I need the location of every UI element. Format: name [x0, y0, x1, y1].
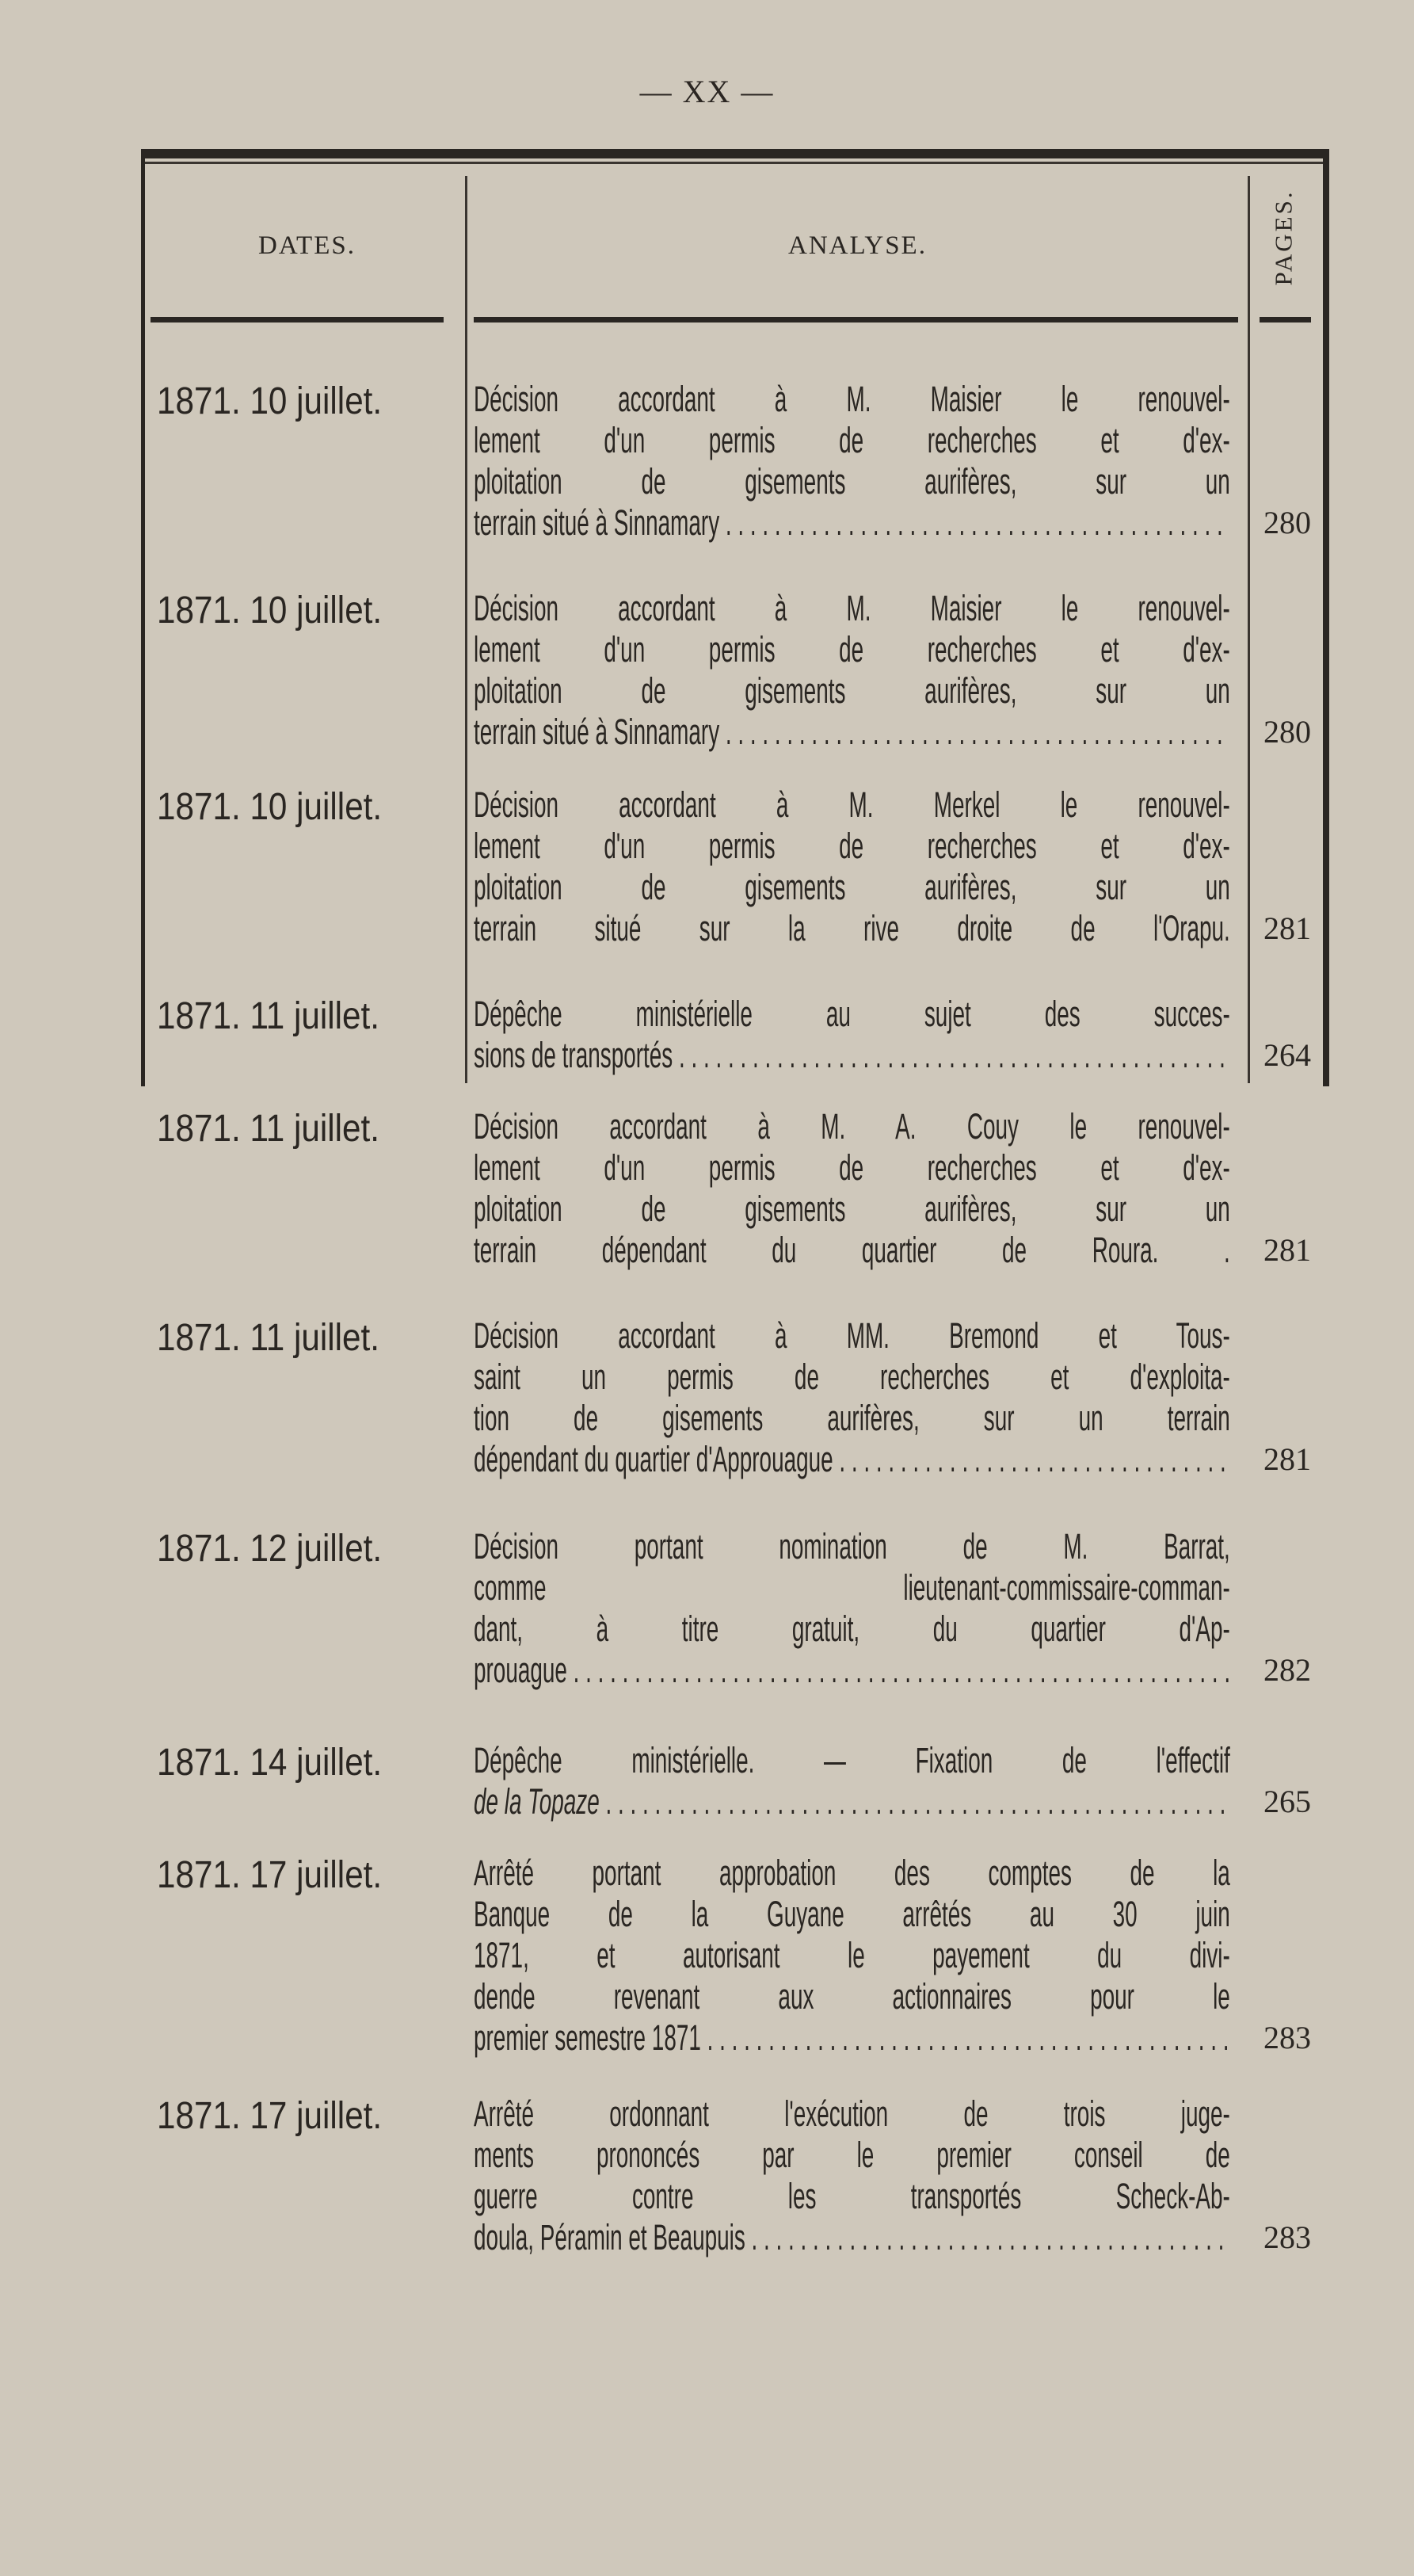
- analysis-line: dende revenant aux actionnaires pour le: [474, 1976, 1230, 2017]
- analysis-line-last: doula, Péramin et Beaupuis . . .: [474, 2217, 1230, 2258]
- entry-date: 1871. 12 juillet.: [157, 1528, 383, 1570]
- header-rule-dates: [151, 317, 444, 322]
- table-right-border: [1323, 149, 1329, 1086]
- entry-date: 1871. 10 juillet.: [157, 590, 383, 632]
- entry-page: 281: [1263, 910, 1311, 946]
- analysis-line: terrain situé sur la rive droite de l'Orapu.: [474, 908, 1230, 948]
- analysis-line: Dépêche ministérielle. — Fixation de l'effectif: [474, 1740, 1230, 1780]
- analysis-line: Banque de la Guyane arrêtés au 30 juin: [474, 1894, 1230, 1934]
- table-top-rule: [141, 149, 1329, 158]
- analysis-line: ploitation de gisements aurifères, sur un: [474, 461, 1230, 502]
- analysis-line-last: [474, 1781, 1230, 1822]
- analysis-line: ploitation de gisements aurifères, sur un: [474, 670, 1230, 711]
- entry-date: 1871. 17 juillet.: [157, 1854, 383, 1896]
- header-pages-cell: [1256, 178, 1312, 297]
- analysis-line: Arrêté ordonnant l'exécution de trois juge-: [474, 2093, 1230, 2134]
- entry-page: 281: [1263, 1232, 1311, 1268]
- analysis-line: Dépêche ministérielle au sujet des succes-: [474, 994, 1230, 1034]
- column-divider-dates: [465, 176, 467, 1083]
- entry-page: 282: [1263, 1652, 1311, 1688]
- analysis-line: saint un permis de recherches et d'exploita-: [474, 1357, 1230, 1397]
- entry-page: 280: [1263, 714, 1311, 750]
- entry-analysis: [474, 784, 1230, 949]
- analysis-line: terrain dépendant du quartier de Roura. .: [474, 1230, 1230, 1270]
- entry-analysis: [474, 1853, 1230, 2059]
- entry-date: 1871. 11 juillet.: [157, 1108, 380, 1150]
- analysis-line-last: dépendant du quartier d'Approuague . . .: [474, 1439, 1230, 1480]
- analysis-line: 1871, et autorisant le payement du divi-: [474, 1935, 1230, 1975]
- entry-analysis: [474, 379, 1230, 544]
- analysis-line: dant, à titre gratuit, du quartier d'Ap-: [474, 1609, 1230, 1649]
- analysis-line: guerre contre les transportés Scheck-Ab-: [474, 2176, 1230, 2216]
- running-head: — XX —: [639, 74, 775, 109]
- analysis-line: Décision accordant à M. Maisier le renouvel-: [474, 588, 1230, 628]
- entry-page: 281: [1263, 1441, 1311, 1477]
- ship-name: de la Topaze: [474, 1781, 600, 1822]
- analysis-line: lement d'un permis de recherches et d'ex-: [474, 826, 1230, 866]
- entry-analysis: [474, 1315, 1230, 1480]
- table-left-border: [141, 149, 145, 1086]
- analysis-line: Décision accordant à M. Maisier le renouvel-: [474, 379, 1230, 419]
- analysis-line-last: premier semestre 1871 . . .: [474, 2017, 1230, 2059]
- header-pages: PAGES.: [1270, 189, 1298, 286]
- entry-analysis: [474, 1526, 1230, 1691]
- entry-date: 1871. 11 juillet.: [157, 995, 380, 1037]
- entry-analysis: [474, 994, 1230, 1076]
- analysis-line: lement d'un permis de recherches et d'ex-: [474, 629, 1230, 670]
- analysis-line: ploitation de gisements aurifères, sur un: [474, 1189, 1230, 1229]
- entry-page: 280: [1263, 505, 1311, 540]
- entry-date: 1871. 14 juillet.: [157, 1742, 383, 1784]
- analysis-line: Décision accordant à M. Merkel le renouvel-: [474, 784, 1230, 825]
- header-rule-pages: [1260, 317, 1311, 322]
- analysis-line-last: prouague . . .: [474, 1650, 1230, 1691]
- analysis-line: lement d'un permis de recherches et d'ex-: [474, 1147, 1230, 1188]
- analysis-line: ments prononcés par le premier conseil de: [474, 2135, 1230, 2175]
- entry-analysis: [474, 1740, 1230, 1822]
- analysis-line: lement d'un permis de recherches et d'ex-: [474, 420, 1230, 460]
- header-dates: DATES.: [258, 231, 356, 260]
- entry-analysis: [474, 2093, 1230, 2258]
- analysis-line-last: terrain situé à Sinnamary . . .: [474, 502, 1230, 544]
- header-analyse: ANALYSE.: [788, 231, 927, 260]
- entry-date: 1871. 10 juillet.: [157, 786, 383, 828]
- entry-page: 283: [1263, 2020, 1311, 2055]
- analysis-line: comme lieutenant-commissaire-comman-: [474, 1567, 1230, 1608]
- analysis-line: Décision portant nomination de M. Barrat,: [474, 1526, 1230, 1567]
- analysis-line: Décision accordant à M. A. Couy le renouvel-: [474, 1106, 1230, 1147]
- table-top-rule-thin: [141, 162, 1329, 164]
- analysis-line: ploitation de gisements aurifères, sur un: [474, 867, 1230, 907]
- analysis-line: Arrêté portant approbation des comptes de la: [474, 1853, 1230, 1893]
- entry-date: 1871. 17 juillet.: [157, 2095, 383, 2137]
- entry-page: 264: [1263, 1037, 1311, 1073]
- entry-page: 283: [1263, 2219, 1311, 2255]
- entry-date: 1871. 11 juillet.: [157, 1317, 380, 1359]
- entry-date: 1871. 10 juillet.: [157, 380, 383, 422]
- analysis-line-last: terrain situé à Sinnamary . . .: [474, 712, 1230, 753]
- entry-analysis: [474, 1106, 1230, 1271]
- column-divider-pages: [1248, 176, 1250, 1083]
- analysis-line-last: sions de transportés . . .: [474, 1035, 1230, 1076]
- header-rule-analyse: [474, 317, 1238, 322]
- analysis-line: Décision accordant à MM. Bremond et Tous-: [474, 1315, 1230, 1356]
- entry-analysis: [474, 588, 1230, 753]
- entry-page: 265: [1263, 1784, 1311, 1819]
- analysis-line: tion de gisements aurifères, sur un terrain: [474, 1398, 1230, 1438]
